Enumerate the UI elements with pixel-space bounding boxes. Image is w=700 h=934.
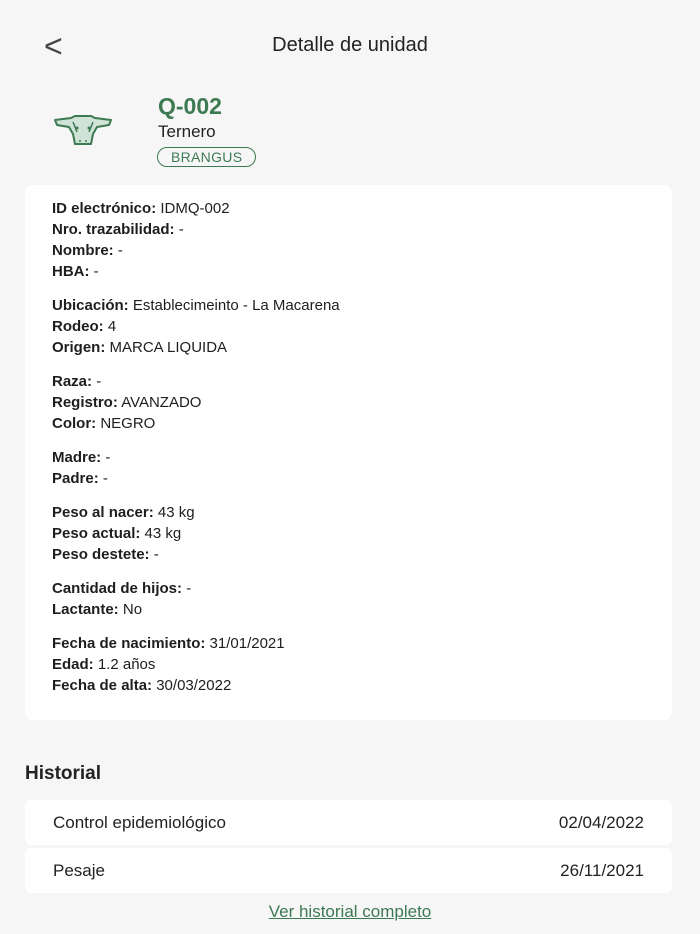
detail-row — [52, 392, 672, 413]
detail-row — [52, 371, 672, 392]
detail-value: - — [186, 580, 192, 597]
view-full-history-link[interactable]: Ver historial completo — [268, 902, 432, 921]
detail-label: Raza: — [52, 373, 93, 390]
unit-category: Ternero — [158, 122, 216, 141]
detail-value: 30/03/2022 — [156, 677, 232, 694]
detail-label: Madre: — [52, 449, 102, 466]
history-item-name: Pesaje — [53, 860, 105, 880]
history-item-date: 26/11/2021 — [560, 860, 644, 880]
detail-value: - — [153, 546, 159, 563]
detail-value: 43 kg — [144, 525, 182, 542]
detail-row — [52, 523, 672, 544]
detail-label: Color: — [52, 415, 97, 432]
detail-value: 4 — [107, 318, 117, 335]
detail-value: AVANZADO — [121, 394, 202, 411]
cow-icon — [53, 112, 113, 148]
detail-value: MARCA LIQUIDA — [109, 339, 228, 356]
back-button[interactable]: < — [44, 28, 63, 64]
detail-row — [52, 468, 672, 489]
detail-label: Fecha de nacimiento: — [52, 635, 206, 652]
unit-code: Q-002 — [158, 93, 222, 119]
detail-row — [52, 675, 672, 696]
detail-label: Ubicación: — [52, 297, 129, 314]
detail-label: Lactante: — [52, 601, 119, 618]
detail-value: - — [102, 470, 108, 487]
detail-label: Edad: — [52, 656, 94, 673]
app-header — [0, 0, 700, 92]
detail-row — [52, 240, 672, 261]
detail-group — [52, 371, 672, 434]
detail-row — [52, 502, 672, 523]
detail-value: No — [122, 601, 143, 618]
history-title: Historial — [25, 763, 102, 784]
detail-group — [52, 633, 672, 696]
detail-value: - — [105, 449, 111, 466]
detail-label: Nombre: — [52, 242, 114, 259]
detail-label: Peso actual: — [52, 525, 141, 542]
detail-value: Establecimeinto - La Macarena — [132, 297, 340, 314]
detail-row — [52, 316, 672, 337]
history-item-name: Control epidemiológico — [53, 812, 226, 832]
history-item[interactable] — [25, 848, 672, 893]
detail-value: IDMQ-002 — [160, 200, 230, 217]
details-card — [25, 185, 672, 720]
detail-label: Cantidad de hijos: — [52, 580, 183, 597]
history-item[interactable] — [25, 800, 672, 845]
detail-group — [52, 198, 672, 282]
detail-row — [52, 633, 672, 654]
detail-row — [52, 413, 672, 434]
detail-label: ID electrónico: — [52, 200, 157, 217]
detail-label: Fecha de alta: — [52, 677, 153, 694]
history-item-date: 02/04/2022 — [558, 812, 644, 832]
detail-row — [52, 295, 672, 316]
detail-row — [52, 447, 672, 468]
detail-value: - — [117, 242, 123, 259]
detail-row — [52, 337, 672, 358]
detail-value: - — [178, 221, 184, 238]
page-title: Detalle de unidad — [272, 34, 428, 56]
detail-value: - — [96, 373, 102, 390]
detail-group — [52, 295, 672, 358]
detail-value: - — [93, 263, 99, 280]
detail-row — [52, 261, 672, 282]
detail-group — [52, 502, 672, 565]
detail-row — [52, 578, 672, 599]
breed-badge: BRANGUS — [157, 147, 256, 167]
detail-label: Rodeo: — [52, 318, 104, 335]
detail-label: HBA: — [52, 263, 90, 280]
detail-label: Nro. trazabilidad: — [52, 221, 175, 238]
detail-row — [52, 219, 672, 240]
detail-label: Registro: — [52, 394, 118, 411]
detail-row — [52, 544, 672, 565]
detail-value: 43 kg — [157, 504, 195, 521]
detail-value: 31/01/2021 — [209, 635, 285, 652]
detail-label: Peso destete: — [52, 546, 150, 563]
detail-row — [52, 599, 672, 620]
detail-group — [52, 578, 672, 620]
detail-row — [52, 198, 672, 219]
detail-label: Peso al nacer: — [52, 504, 154, 521]
detail-row — [52, 654, 672, 675]
detail-label: Padre: — [52, 470, 99, 487]
detail-value: NEGRO — [100, 415, 156, 432]
detail-label: Origen: — [52, 339, 106, 356]
detail-group — [52, 447, 672, 489]
detail-value: 1.2 años — [97, 656, 156, 673]
